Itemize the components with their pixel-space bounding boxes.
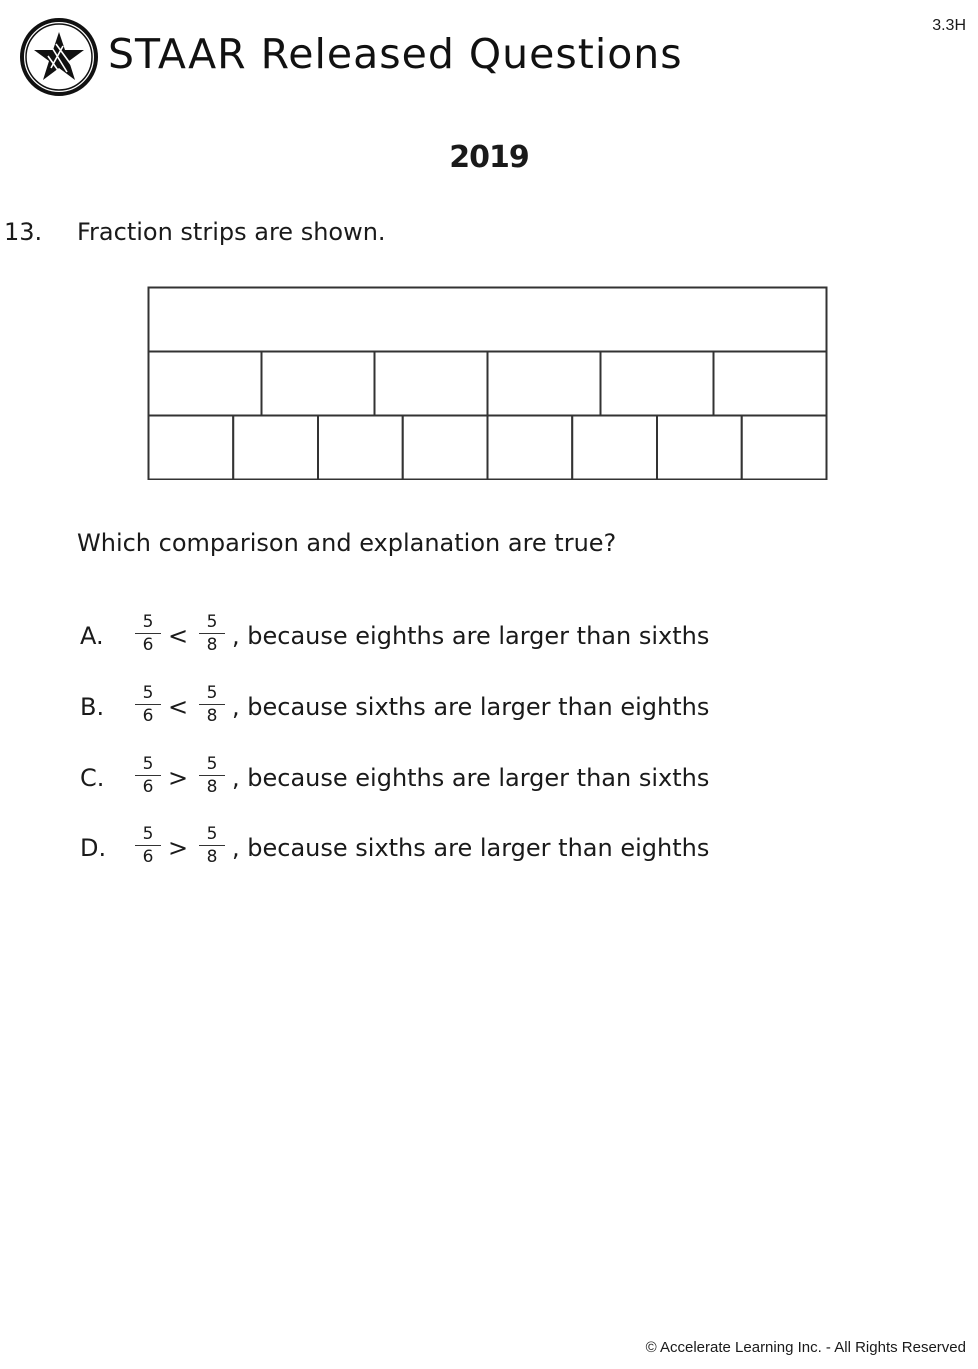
choice-d[interactable] xyxy=(80,824,780,880)
strip-3-part-2 xyxy=(233,416,318,480)
strip-2-part-6 xyxy=(714,352,827,416)
left-fraction: $\frac{5}{6}$ xyxy=(135,824,161,867)
star-logo-icon xyxy=(18,16,100,98)
strip-3-part-3 xyxy=(318,416,403,480)
choice-b[interactable] xyxy=(80,683,780,739)
choice-explanation: , because sixths are larger than eighths xyxy=(232,834,710,862)
strip-2-part-5 xyxy=(601,352,714,416)
question-text: Fraction strips are shown. xyxy=(77,218,386,246)
strip-3-part-5 xyxy=(488,416,573,480)
left-fraction: $\frac{5}{6}$ xyxy=(135,612,161,655)
copyright-footer: © Accelerate Learning Inc. - All Rights Reserved xyxy=(645,1339,966,1356)
strip-3-part-8 xyxy=(742,416,827,480)
choice-a[interactable] xyxy=(80,612,780,668)
strip-1-part-1 xyxy=(149,288,827,352)
left-fraction: $\frac{5}{6}$ xyxy=(135,754,161,797)
standard-code: 3.3H xyxy=(932,17,966,34)
right-fraction: $\frac{5}{8}$ xyxy=(199,824,225,867)
strip-2-part-2 xyxy=(262,352,375,416)
year-heading: 2019 xyxy=(449,140,529,175)
strip-2-part-3 xyxy=(375,352,488,416)
strip-3-part-4 xyxy=(403,416,488,480)
strip-3-part-1 xyxy=(149,416,234,480)
comparison-operator: > xyxy=(168,764,189,792)
choice-explanation: , because eighths are larger than sixths xyxy=(232,764,710,792)
right-fraction: $\frac{5}{8}$ xyxy=(199,683,225,726)
strip-3-part-7 xyxy=(657,416,742,480)
comparison-operator: < xyxy=(168,622,189,650)
fraction-strips xyxy=(147,286,828,480)
choice-letter: D. xyxy=(80,834,107,862)
right-fraction: $\frac{5}{8}$ xyxy=(199,754,225,797)
page-title: STAAR Released Questions xyxy=(108,30,683,78)
choice-letter: C. xyxy=(80,764,105,792)
comparison-operator: > xyxy=(168,834,189,862)
question-prompt: Which comparison and explanation are true? xyxy=(77,529,617,557)
left-fraction: $\frac{5}{6}$ xyxy=(135,683,161,726)
choice-letter: A. xyxy=(80,622,104,650)
strip-3-part-6 xyxy=(572,416,657,480)
choice-letter: B. xyxy=(80,693,105,721)
choice-c[interactable] xyxy=(80,754,780,810)
comparison-operator: < xyxy=(168,693,189,721)
question-number: 13. xyxy=(4,218,43,246)
strip-2-part-1 xyxy=(149,352,262,416)
right-fraction: $\frac{5}{8}$ xyxy=(199,612,225,655)
choice-explanation: , because eighths are larger than sixths xyxy=(232,622,710,650)
strip-2-part-4 xyxy=(488,352,601,416)
choice-explanation: , because sixths are larger than eighths xyxy=(232,693,710,721)
